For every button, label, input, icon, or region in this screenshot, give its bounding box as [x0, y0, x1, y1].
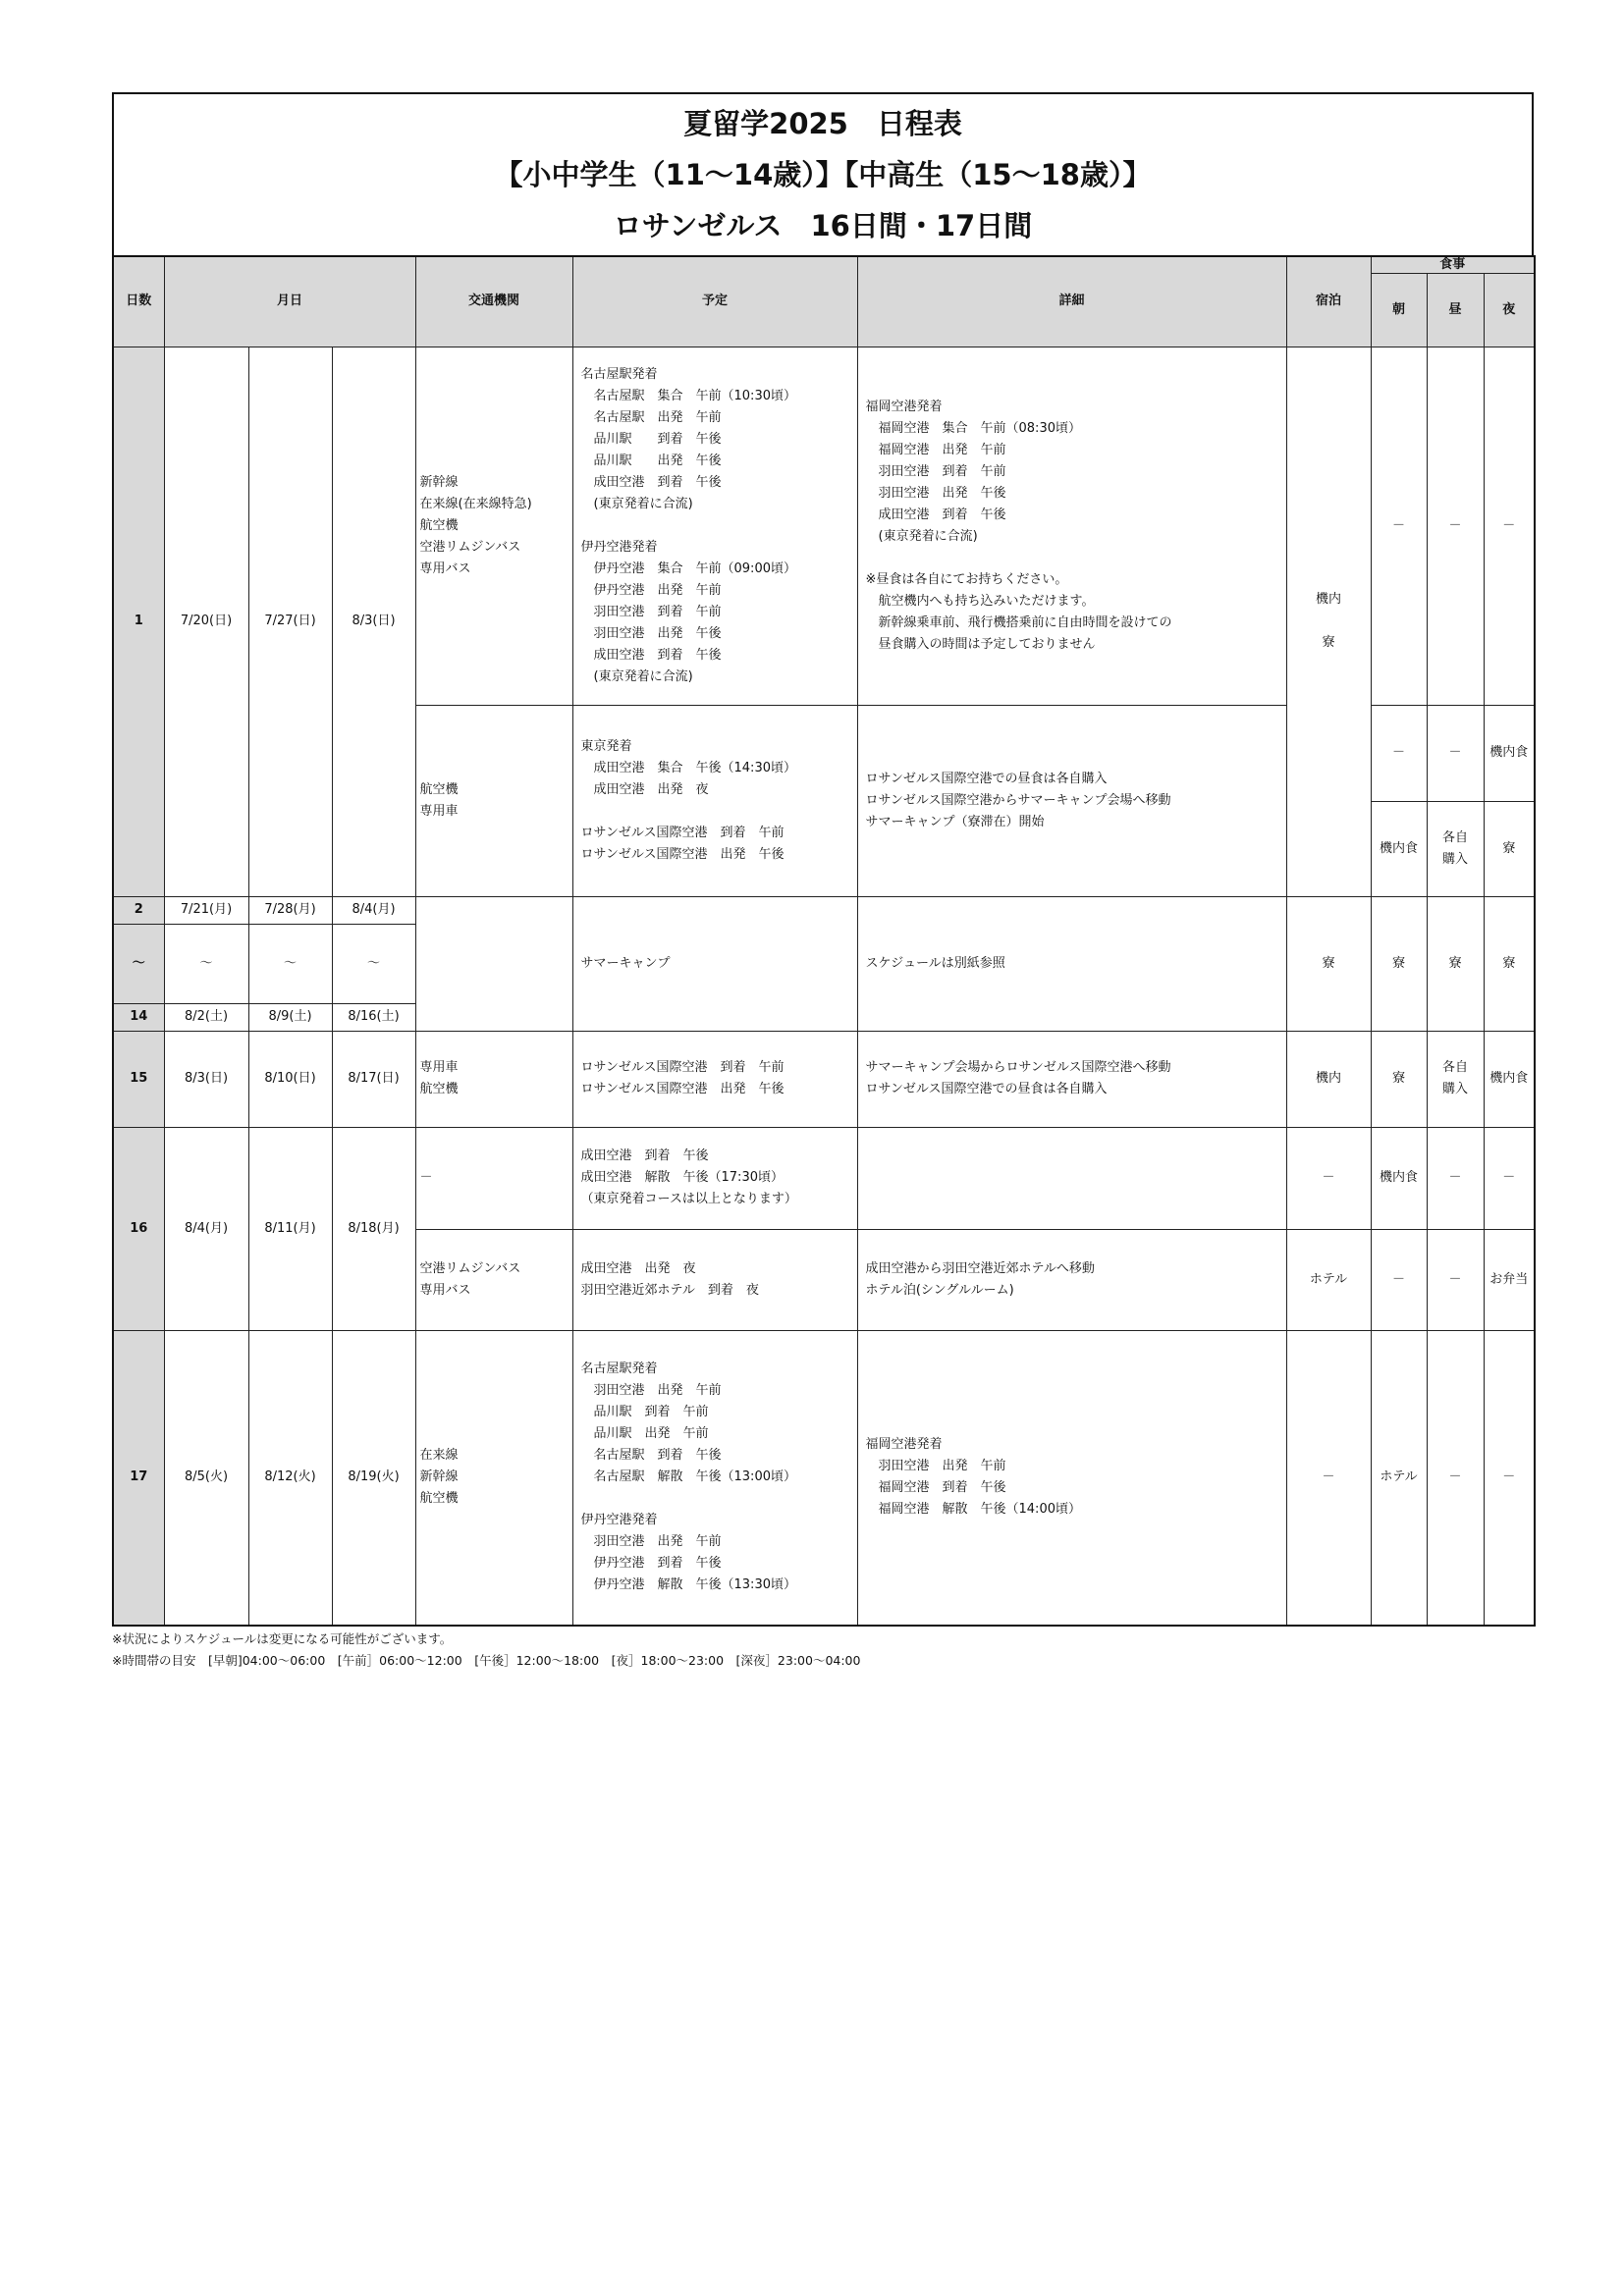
- table-row: [113, 1127, 1535, 1229]
- date-cell: 7/20(日): [164, 347, 248, 896]
- meal-lunch: －: [1427, 1229, 1484, 1330]
- text-line: 機内: [1316, 592, 1342, 607]
- text-line: ロサンゼルス国際空港での昼食は各自購入: [865, 771, 1108, 786]
- text-line: 航空機: [419, 1491, 459, 1507]
- text-line: 東京発着: [580, 738, 632, 754]
- text-line: 伊丹空港発着: [580, 539, 658, 555]
- text-line: ロサンゼルス国際空港での昼食は各自購入: [865, 1082, 1108, 1096]
- day-number: ～: [113, 924, 164, 1003]
- day-number: 15: [113, 1031, 164, 1127]
- text-line: 伊丹空港 解散 午後（13:30頃）: [580, 1577, 796, 1593]
- text-line: 新幹線: [419, 1469, 459, 1485]
- meal-lunch: －: [1427, 347, 1484, 705]
- detail-cell: [857, 705, 1286, 896]
- text-line: ロサンゼルス国際空港 到着 午前: [580, 1060, 785, 1075]
- text-line: 成田空港 出発 夜: [580, 781, 709, 797]
- header-breakfast: 朝: [1371, 273, 1427, 347]
- table-row: [113, 1330, 1535, 1626]
- transport-cell: [415, 347, 572, 705]
- text-line: 品川駅 出発 午後: [580, 453, 722, 468]
- title-box: [112, 92, 1534, 255]
- detail-cell: [857, 1330, 1286, 1626]
- text-line: 専用車: [419, 803, 459, 819]
- text-line: 名古屋駅発着: [580, 1362, 658, 1377]
- text-line: 福岡空港 集合 午前（08:30頃）: [865, 420, 1081, 436]
- text-line: 羽田空港 出発 午後: [865, 485, 1006, 501]
- table-row: [113, 1031, 1535, 1127]
- text-line: 名古屋駅 集合 午前（10:30頃）: [580, 388, 796, 403]
- destination-duration: ロサンゼルス 16日間・17日間: [613, 209, 1033, 242]
- plan-cell: [572, 1330, 857, 1626]
- text-line: サマーキャンプ（寮滞在）開始: [865, 814, 1045, 829]
- plan-cell: [572, 1031, 857, 1127]
- text-line: 成田空港 到着 午後: [580, 474, 722, 490]
- header-plan: 予定: [572, 256, 857, 347]
- text-line: 福岡空港 解散 午後（14:00頃）: [865, 1502, 1081, 1518]
- date-cell: ～: [164, 924, 248, 1003]
- date-cell: 8/9(土): [248, 1003, 332, 1031]
- detail-cell: [857, 1031, 1286, 1127]
- date-cell: 7/21(月): [164, 896, 248, 924]
- meal-dinner: －: [1484, 347, 1535, 705]
- transport-cell: [415, 1229, 572, 1330]
- header-dinner: 夜: [1484, 273, 1535, 347]
- transport-cell: [415, 1330, 572, 1626]
- meal-breakfast: －: [1371, 347, 1427, 705]
- date-cell: ～: [332, 924, 415, 1003]
- text-line: 航空機: [419, 517, 459, 533]
- text-line: サマーキャンプ会場からロサンゼルス国際空港へ移動: [865, 1060, 1171, 1075]
- text-line: 航空機: [419, 1082, 459, 1096]
- header-lunch: 昼: [1427, 273, 1484, 347]
- text-line: ロサンゼルス国際空港 到着 午前: [580, 825, 785, 840]
- date-cell: 8/11(月): [248, 1127, 332, 1330]
- text-line: 品川駅 到着 午前: [580, 1405, 709, 1420]
- text-line: 新幹線乗車前、飛行機搭乗前に自由時間を設けての: [865, 614, 1172, 630]
- meal-dinner: 機内食: [1484, 1031, 1535, 1127]
- text-line: 羽田空港 出発 午前: [580, 1534, 722, 1550]
- text-line: 福岡空港発着: [865, 399, 943, 414]
- text-line: (東京発着に合流): [580, 496, 693, 511]
- text-line: 伊丹空港 出発 午前: [580, 582, 722, 598]
- text-line: 福岡空港 出発 午前: [865, 442, 1006, 457]
- transport-cell: －: [415, 1127, 572, 1229]
- header-transport: 交通機関: [415, 256, 572, 347]
- date-cell: 8/3(日): [164, 1031, 248, 1127]
- meal-dinner: 寮: [1484, 801, 1535, 896]
- detail-cell: [857, 1127, 1286, 1229]
- text-line: ロサンゼルス国際空港からサマーキャンプ会場へ移動: [865, 792, 1171, 808]
- lodging-cell: 寮: [1286, 896, 1371, 1031]
- date-cell: 7/27(日): [248, 347, 332, 896]
- text-line: 品川駅 出発 午前: [580, 1426, 709, 1442]
- page-title: 夏留学2025 日程表: [683, 107, 962, 140]
- meal-breakfast: 寮: [1371, 896, 1427, 1031]
- meal-dinner: －: [1484, 1127, 1535, 1229]
- text-line: 羽田空港 到着 午前: [580, 604, 722, 619]
- lodging-cell: －: [1286, 1330, 1371, 1626]
- text-line: 福岡空港発着: [865, 1437, 943, 1453]
- text-line: 羽田空港 出発 午前: [865, 1459, 1006, 1474]
- text-line: 航空機: [419, 781, 459, 797]
- plan-cell: [572, 1127, 857, 1229]
- lodging-cell: 機内: [1286, 1031, 1371, 1127]
- meal-dinner: お弁当: [1484, 1229, 1535, 1330]
- text-line: 伊丹空港 到着 午後: [580, 1556, 722, 1572]
- date-cell: 8/4(月): [332, 896, 415, 924]
- day-number: 16: [113, 1127, 164, 1330]
- text-line: 専用車: [419, 1060, 459, 1075]
- text-line: ※昼食は各自にてお持ちください。: [865, 571, 1068, 587]
- text-line: 成田空港 集合 午後（14:30頃）: [580, 760, 796, 775]
- text-line: 名古屋駅発着: [580, 366, 658, 382]
- text-line: 寮: [1322, 635, 1335, 650]
- meal-dinner: 機内食: [1484, 705, 1535, 801]
- footnotes: [112, 1629, 1534, 1672]
- date-cell: 8/10(日): [248, 1031, 332, 1127]
- date-cell: 8/2(土): [164, 1003, 248, 1031]
- meal-lunch: －: [1427, 1127, 1484, 1229]
- header-date: 月日: [164, 256, 415, 347]
- text-line: ロサンゼルス国際空港 出発 午後: [580, 1082, 785, 1096]
- footnote-change: ※状況によりスケジュールは変更になる可能性がございます。: [112, 1631, 453, 1646]
- detail-cell: [857, 347, 1286, 705]
- text-line: 成田空港 到着 午後: [865, 507, 1006, 522]
- plan-cell: [572, 1229, 857, 1330]
- day-number: 2: [113, 896, 164, 924]
- header-detail: 詳細: [857, 256, 1286, 347]
- transport-cell: [415, 1031, 572, 1127]
- date-cell: 8/16(土): [332, 1003, 415, 1031]
- age-groups: 【小中学生（11～14歳）】【中高生（15～18歳）】: [494, 158, 1152, 191]
- lodging-cell: [1286, 347, 1371, 896]
- text-line: 成田空港から羽田空港近郊ホテルへ移動: [865, 1260, 1095, 1276]
- date-cell: 8/4(月): [164, 1127, 248, 1330]
- text-line: 専用バス: [419, 1282, 471, 1298]
- text-line: 昼食購入の時間は予定しておりません: [865, 636, 1096, 652]
- text-line: (東京発着に合流): [580, 668, 693, 684]
- detail-cell: スケジュールは別紙参照: [857, 896, 1286, 1031]
- footnote-time-guide: ※時間帯の目安 [早朝]04:00～06:00 [午前］06:00～12:00 [午後］12:00～18:00 [夜］18:00～23:00 [深夜］23:00～04:00: [112, 1653, 861, 1668]
- text-line: 空港リムジンバス: [419, 1260, 521, 1276]
- meal-lunch: 寮: [1427, 896, 1484, 1031]
- text-line: 在来線(在来線特急): [419, 496, 532, 511]
- schedule-table: [112, 255, 1536, 1627]
- header-lodging: 宿泊: [1286, 256, 1371, 347]
- meal-breakfast: －: [1371, 1229, 1427, 1330]
- schedule-sheet: [112, 92, 1534, 1672]
- text-line: 新幹線: [419, 474, 459, 490]
- text-line: 成田空港 到着 午後: [580, 1148, 709, 1163]
- day-number: 1: [113, 347, 164, 896]
- meal-breakfast: 機内食: [1371, 801, 1427, 896]
- text-line: （東京発着コースは以上となります）: [580, 1192, 797, 1206]
- text-line: 名古屋駅 解散 午後（13:00頃）: [580, 1469, 796, 1485]
- text-line: 羽田空港 出発 午前: [580, 1383, 722, 1399]
- text-line: 成田空港 到着 午後: [580, 647, 722, 663]
- meal-breakfast: －: [1371, 705, 1427, 801]
- text-line: 名古屋駅 出発 午前: [580, 409, 722, 425]
- date-cell: 8/12(火): [248, 1330, 332, 1626]
- meal-dinner: －: [1484, 1330, 1535, 1626]
- date-cell: 8/5(火): [164, 1330, 248, 1626]
- header-day: 日数: [113, 256, 164, 347]
- meal-lunch: －: [1427, 1330, 1484, 1626]
- date-cell: ～: [248, 924, 332, 1003]
- text-line: 品川駅 到着 午後: [580, 431, 722, 447]
- table-row: [113, 347, 1535, 705]
- lodging-cell: －: [1286, 1127, 1371, 1229]
- text-line: 羽田空港近郊ホテル 到着 夜: [580, 1282, 759, 1298]
- meal-lunch: －: [1427, 705, 1484, 801]
- meal-breakfast: 寮: [1371, 1031, 1427, 1127]
- table-row: [113, 896, 1535, 924]
- plan-cell: サマーキャンプ: [572, 896, 857, 1031]
- text-line: ホテル泊(シングルルーム): [865, 1282, 1014, 1298]
- text-line: 伊丹空港発着: [580, 1513, 658, 1528]
- date-cell: 8/17(日): [332, 1031, 415, 1127]
- plan-cell: [572, 705, 857, 896]
- date-cell: 8/3(日): [332, 347, 415, 896]
- transport-cell: [415, 705, 572, 896]
- meal-breakfast: 機内食: [1371, 1127, 1427, 1229]
- plan-cell: [572, 347, 857, 705]
- text-line: 在来線: [419, 1448, 459, 1464]
- date-cell: 8/19(火): [332, 1330, 415, 1626]
- text-line: 福岡空港 到着 午後: [865, 1480, 1006, 1496]
- text-line: 空港リムジンバス: [419, 539, 521, 555]
- text-line: 羽田空港 到着 午前: [865, 463, 1006, 479]
- detail-cell: [857, 1229, 1286, 1330]
- lodging-cell: ホテル: [1286, 1229, 1371, 1330]
- meal-breakfast: ホテル: [1371, 1330, 1427, 1626]
- date-cell: 7/28(月): [248, 896, 332, 924]
- day-number: 17: [113, 1330, 164, 1626]
- day-number: 14: [113, 1003, 164, 1031]
- header-meals: 食事: [1371, 256, 1535, 273]
- meal-lunch: 各自 購入: [1427, 801, 1484, 896]
- text-line: 航空機内へも持ち込みいただけます。: [865, 593, 1095, 609]
- meal-dinner: 寮: [1484, 896, 1535, 1031]
- text-line: 専用バス: [419, 561, 471, 576]
- text-line: 羽田空港 出発 午後: [580, 625, 722, 641]
- text-line: 伊丹空港 集合 午前（09:00頃）: [580, 561, 796, 576]
- text-line: ロサンゼルス国際空港 出発 午後: [580, 846, 785, 862]
- text-line: (東京発着に合流): [865, 528, 978, 544]
- transport-cell: [415, 896, 572, 1031]
- date-cell: 8/18(月): [332, 1127, 415, 1330]
- meal-lunch: 各自 購入: [1427, 1031, 1484, 1127]
- text-line: 成田空港 解散 午後（17:30頃）: [580, 1170, 784, 1185]
- text-line: 成田空港 出発 夜: [580, 1260, 696, 1276]
- text-line: 名古屋駅 到着 午後: [580, 1448, 722, 1464]
